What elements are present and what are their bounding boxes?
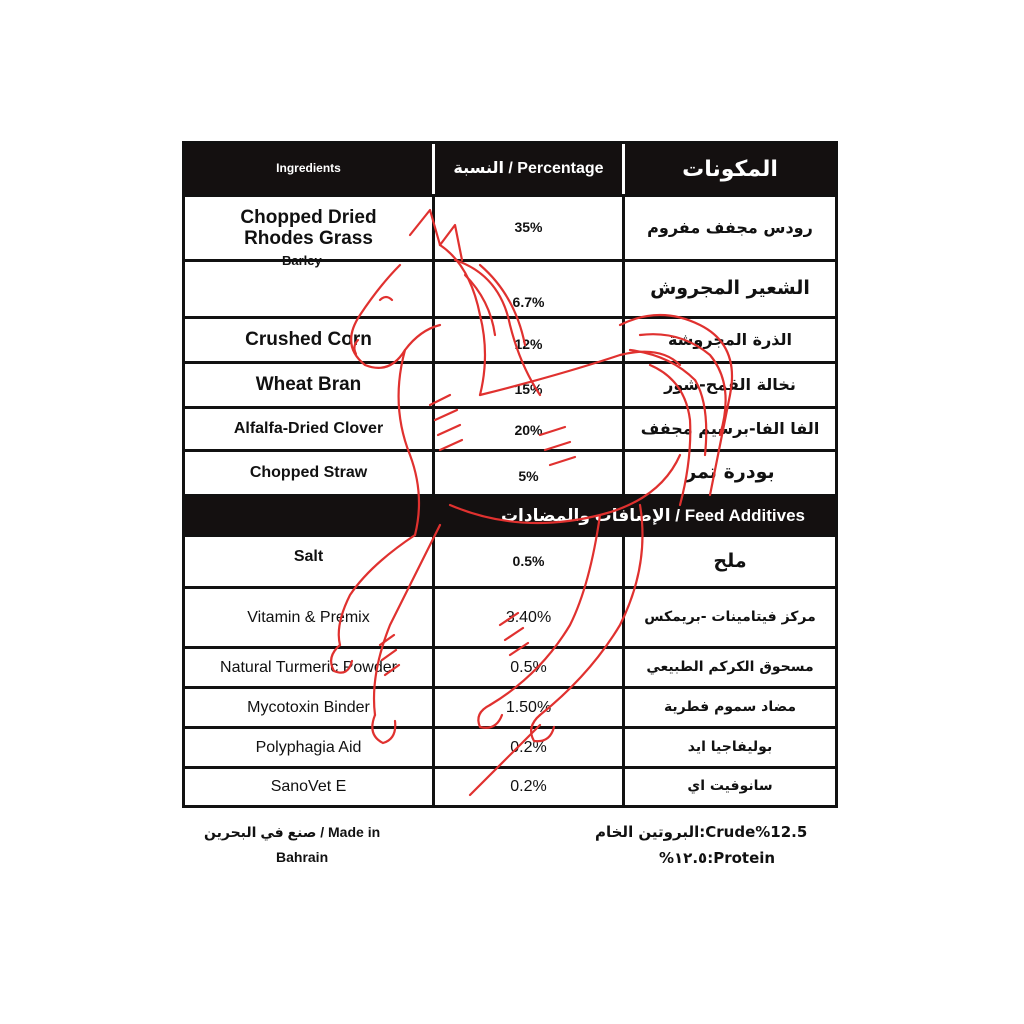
additive-pct: 0.5% — [435, 649, 625, 686]
table-row — [185, 649, 835, 689]
additives-heading: الإضافات والمضادات / Feed Additives — [185, 497, 835, 537]
ingredient-en: Crushed Corn — [185, 319, 435, 361]
ingredient-ar: الفا الفا-برسيم مجفف — [640, 419, 820, 439]
header-percentage: النسبة / Percentage — [435, 144, 625, 194]
additive-ar: بوليفاجيا ايد — [687, 738, 773, 755]
table-row — [185, 769, 835, 805]
additive-en: Natural Turmeric Powder — [185, 649, 435, 686]
additive-pct: 3.40% — [435, 589, 625, 646]
additive-pct: 1.50% — [435, 689, 625, 726]
made-in-line1: صنع في البحرين / Made in — [204, 824, 381, 840]
ingredient-ar: الشعير المجروش — [650, 277, 810, 300]
ingredient-pct: 15% — [435, 364, 625, 406]
additive-ar: مركز فيتامينات -بريمكس — [644, 608, 816, 625]
additive-ar: سانوفيت اي — [687, 778, 773, 795]
protein-line1: البروتين الخام:Crude%12.5 — [595, 823, 808, 841]
additive-en: Salt — [185, 537, 435, 586]
ingredient-en: Wheat Bran — [185, 364, 435, 406]
table-row — [185, 537, 835, 589]
ingredient-en: Alfalfa-Dried Clover — [185, 409, 435, 449]
ingredient-pct: 12% — [435, 319, 625, 361]
ingredient-en-empty — [185, 262, 435, 316]
additive-en: Vitamin & Premix — [185, 589, 435, 646]
table-row — [185, 729, 835, 769]
additive-pct: 0.5% — [435, 537, 625, 586]
ingredient-en: Chopped Dried Rhodes Grass — [185, 197, 435, 259]
crude-protein-label — [595, 820, 835, 871]
additive-ar: مضاد سموم فطرية — [663, 698, 797, 715]
table-header-row — [185, 144, 835, 197]
barley-label: Barley — [282, 253, 322, 268]
table-row — [185, 689, 835, 729]
ingredients-table — [182, 141, 838, 808]
ingredient-ar: رودس مجفف مفروم — [647, 218, 813, 238]
header-components-ar: المكونات — [682, 155, 778, 181]
additive-en: Polyphagia Aid — [185, 729, 435, 766]
made-in-label — [190, 820, 430, 870]
table-row — [185, 409, 835, 452]
protein-line2: %١٢.٥:Protein — [659, 848, 776, 867]
additive-pct: 0.2% — [435, 769, 625, 805]
additive-en: SanoVet E — [185, 769, 435, 805]
table-row — [185, 262, 835, 319]
additive-en: Mycotoxin Binder — [185, 689, 435, 726]
ingredient-pct: 35% — [435, 197, 625, 259]
header-ingredients: Ingredients — [185, 144, 435, 194]
made-in-line2: Bahrain — [276, 849, 329, 866]
ingredient-pct: 5% — [435, 452, 625, 494]
ingredient-ar: الذرة المجروشة — [667, 330, 793, 350]
additive-ar: مسحوق الكركم الطبيعي — [646, 658, 814, 675]
table-row — [185, 452, 835, 497]
ingredient-pct: 20% — [435, 409, 625, 449]
ingredient-pct: 6.7% — [435, 262, 625, 316]
table-row — [185, 364, 835, 409]
ingredient-ar: بودرة تمر — [685, 461, 775, 484]
additive-pct: 0.2% — [435, 729, 625, 766]
ingredient-ar: نخالة القمح-شور — [664, 375, 796, 395]
additive-ar: ملح — [713, 549, 747, 572]
table-row — [185, 589, 835, 649]
ingredient-en: Chopped Straw — [185, 452, 435, 494]
table-row — [185, 319, 835, 364]
